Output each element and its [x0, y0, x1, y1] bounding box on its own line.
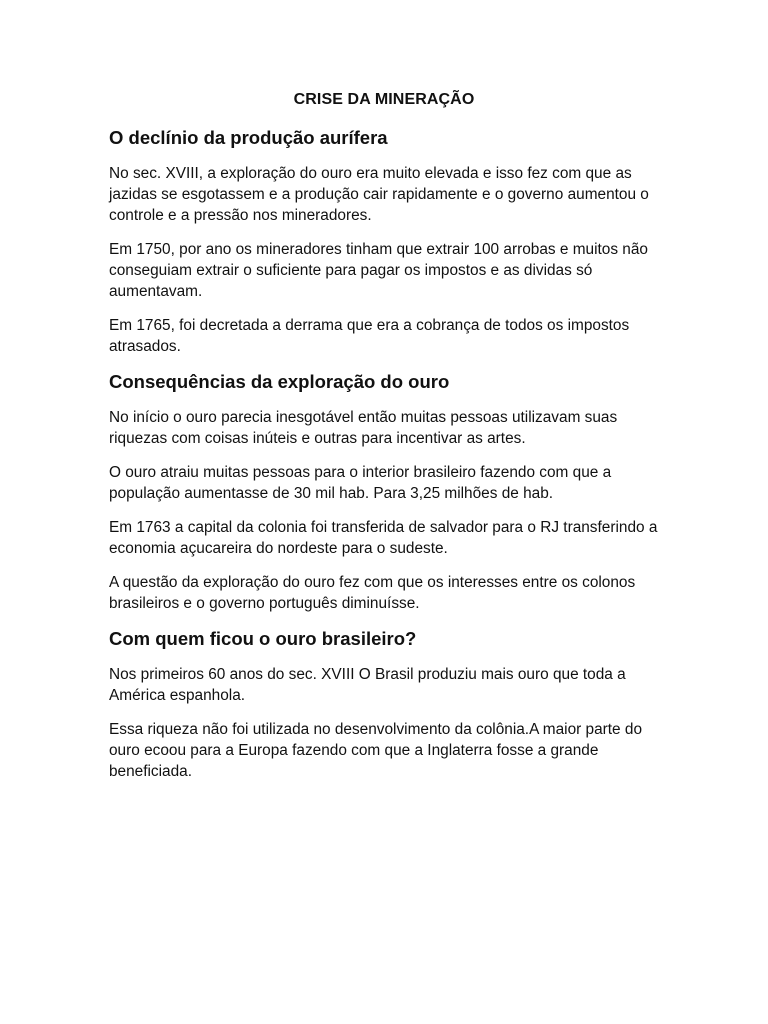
paragraph: Em 1763 a capital da colonia foi transferida de salvador para o RJ transferindo a economia açucareira do nordeste para o sudeste. [109, 519, 658, 557]
paragraph: A questão da exploração do ouro fez com que os interesses entre os colonos brasileiros e o governo português diminuísse. [109, 574, 636, 612]
paragraph: O ouro atraiu muitas pessoas para o interior brasileiro fazendo com que a população aumentasse de 30 mil hab. Para 3,25 milhões de hab. [109, 464, 612, 502]
paragraph: Essa riqueza não foi utilizada no desenvolvimento da colônia.A maior parte do ouro ecoou para a Europa fazendo com que a Inglaterra fosse a grande beneficiada. [109, 721, 643, 780]
section-heading: Consequências da exploração do ouro [109, 371, 450, 392]
paragraph: No sec. XVIII, a exploração do ouro era muito elevada e isso fez com que as jazidas se esgotassem e a produção cair rapidamente e o governo aumentou o controle e a pressão nos mineradores. [109, 165, 649, 224]
paragraph: Em 1765, foi decretada a derrama que era a cobrança de todos os impostos atrasados. [109, 317, 630, 355]
section-heading: O declínio da produção aurífera [109, 127, 388, 148]
section-consequencias [109, 370, 669, 614]
document-title: CRISE DA MINERAÇÃO [293, 91, 475, 108]
section-heading: Com quem ficou o ouro brasileiro? [109, 628, 417, 649]
paragraph: Em 1750, por ano os mineradores tinham que extrair 100 arrobas e muitos não conseguiam extrair o suficiente para pagar os impostos e as dividas só aumentavam. [109, 241, 648, 300]
paragraph: Nos primeiros 60 anos do sec. XVIII O Brasil produziu mais ouro que toda a América espanhola. [109, 666, 626, 704]
document-body [109, 126, 669, 795]
section-declinio [109, 126, 669, 357]
paragraph: No início o ouro parecia inesgotável então muitas pessoas utilizavam suas riquezas com coisas inúteis e outras para incentivar as artes. [109, 409, 618, 447]
section-com-quem-ficou [109, 627, 669, 782]
